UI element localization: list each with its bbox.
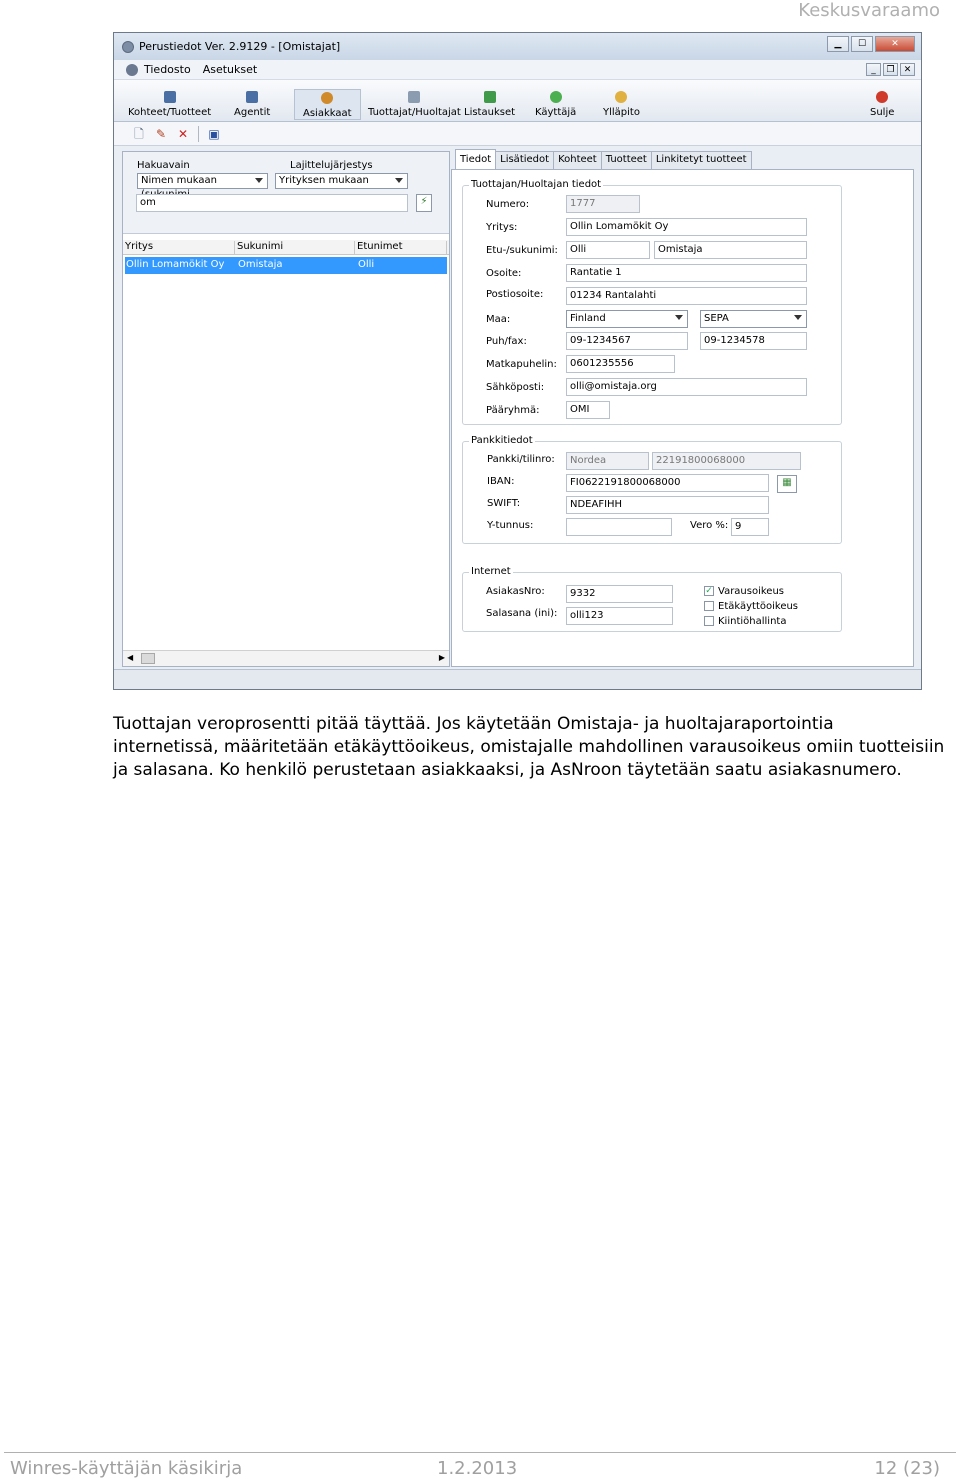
paragraph-line-3: ja salasana. Ko henkilö perustetaan asiakkaaksi, ja AsNroon täytetään saatu asiakasnumero. [113,760,902,780]
maa-select[interactable]: Finland [566,310,688,328]
iban-calc-icon[interactable]: ▦ [777,475,797,493]
search-key-select[interactable]: Nimen mukaan [137,173,268,189]
cell-sukunimi: Omistaja [238,259,283,270]
document-icon [408,91,420,103]
salasana-field[interactable]: olli123 [566,607,673,625]
fax-field[interactable]: 09-1234578 [700,332,807,350]
action-bar [114,122,921,146]
internet-group [462,566,842,632]
menu-tiedosto[interactable]: Tiedosto [144,63,191,76]
toolbar-tuottajat[interactable]: Tuottajat/Huoltajat [368,91,461,118]
menu-bar [114,60,921,80]
kiintiohallinta-checkbox[interactable] [704,616,714,626]
vero-field[interactable]: 9 [731,518,769,536]
matkapuhelin-label: Matkapuhelin: [486,359,557,370]
col-sukunimi[interactable]: Sukunimi [237,241,355,254]
mdi-restore-button[interactable]: ❐ [883,63,898,76]
osoite-label: Osoite: [486,268,522,279]
grid-header [123,240,449,255]
window-controls [825,36,915,52]
varausoikeus-label: Varausoikeus [718,586,785,597]
detail-pane [451,169,914,667]
sort-order-label: Lajittelujärjestys [290,160,373,171]
toolbar-yllapito[interactable]: Ylläpito [603,91,640,118]
toolbar-kohteet[interactable]: Kohteet/Tuotteet [128,91,211,118]
edit-icon[interactable]: ✎ [155,126,167,141]
col-etunimet[interactable]: Etunimet [357,241,447,254]
maa-label: Maa: [486,314,511,325]
footer-title: Winres-käyttäjän käsikirja [10,1458,243,1479]
postiosoite-label: Postiosoite: [486,289,544,300]
bank-group [462,435,842,544]
tab-linkitetyt[interactable]: Linkitetyt tuotteet [651,151,752,169]
yritys-label: Yritys: [486,222,518,233]
toolbar-listaukset[interactable]: Listaukset [464,91,515,118]
numero-field[interactable]: 1777 [566,195,640,213]
tab-lisatiedot[interactable]: Lisätiedot [495,151,554,169]
paragraph-line-1: Tuottajan veroprosentti pitää täyttää. Jos käytetään Omistaja- ja huoltajaraportointia [113,714,834,734]
search-input[interactable]: om [136,194,408,212]
scroll-left-icon[interactable]: ◀ [127,653,134,662]
pankki-field[interactable]: Nordea [566,452,649,470]
tilinro-field[interactable]: 22191800068000 [652,452,801,470]
menu-asetukset[interactable]: Asetukset [202,63,258,76]
cell-yritys: Ollin Lomamökit Oy [126,259,225,270]
vero-label: Vero %: [690,520,729,531]
exit-icon [876,91,888,103]
ytunnus-label: Y-tunnus: [487,520,534,531]
chevron-down-icon [794,315,802,320]
iban-field[interactable]: FI0622191800068000 [566,474,769,492]
mdi-controls [864,63,915,76]
chevron-down-icon [255,178,263,183]
puh-label: Puh/fax: [486,336,527,347]
doc-header: Keskusvaraamo [798,0,940,21]
ytunnus-field[interactable] [566,518,672,536]
scroll-right-icon[interactable]: ▶ [438,653,445,662]
owner-group [462,179,842,425]
app-icon [122,41,134,53]
salasana-label: Salasana (ini): [486,608,558,619]
yritys-field[interactable]: Ollin Lomamökit Oy [566,218,807,236]
maintenance-icon [615,91,627,103]
col-yritys[interactable]: Yritys [125,241,235,254]
search-key-label: Hakuavain [137,160,190,171]
numero-label: Numero: [486,199,530,210]
detail-tabs [455,151,751,169]
sort-order-select[interactable]: Yrityksen mukaan [275,173,408,189]
chevron-down-icon [395,178,403,183]
footer-date: 1.2.2013 [437,1458,518,1479]
new-document-icon[interactable]: 🗋 [134,126,144,141]
horizontal-scrollbar[interactable] [123,650,449,666]
list-icon [246,91,258,103]
search-box [123,152,449,234]
chevron-down-icon [675,315,683,320]
email-field[interactable]: olli@omistaja.org [566,378,807,396]
table-row[interactable] [125,257,447,274]
kiintiohallinta-label: Kiintiöhallinta [718,616,787,627]
sukunimi-field[interactable]: Omistaja [654,241,807,259]
app-window [113,32,922,690]
owner-group-title: Tuottajan/Huoltajan tiedot [471,179,602,190]
title-bar[interactable] [114,33,921,60]
mdi-close-button[interactable]: ✕ [900,63,915,76]
swift-label: SWIFT: [487,498,521,509]
minimize-button[interactable]: ▁ [827,36,849,52]
tab-tuotteet[interactable]: Tuotteet [601,151,652,169]
status-bar [114,669,921,689]
tab-tiedot[interactable]: Tiedot [455,149,496,169]
postiosoite-field[interactable]: 01234 Rantalahti [566,287,807,305]
instruction-paragraph [113,713,943,782]
swift-field[interactable]: NDEAFIHH [566,496,769,514]
separator [198,126,199,142]
gear-icon [126,64,138,76]
window-title: Perustiedot Ver. 2.9129 - [Omistajat] [139,40,341,53]
tab-kohteet[interactable]: Kohteet [553,151,602,169]
paragraph-line-2: internetissä, määritetään etäkäyttöoikeus, omistajalle mahdollinen varausoikeus omiin tuotteisiin [113,737,945,757]
osoite-field[interactable]: Rantatie 1 [566,264,807,282]
etunimi-field[interactable]: Olli [566,241,650,259]
sepa-select[interactable]: SEPA [700,310,807,328]
asiakasnro-field[interactable]: 9332 [566,585,673,603]
varausoikeus-checkbox[interactable]: ✓ [705,586,713,596]
toolbar-agentit[interactable]: Agentit [234,91,270,118]
list-icon [164,91,176,103]
pankki-label: Pankki/tilinro: [487,454,555,465]
toolbar-asiakkaat[interactable]: Asiakkaat [294,89,361,120]
search-refresh-icon[interactable]: ⚡ [416,194,432,212]
users-icon [321,92,333,104]
paaryhma-label: Pääryhmä: [486,405,540,416]
user-icon [550,91,562,103]
save-icon[interactable]: ▣ [208,126,220,141]
matkapuhelin-field[interactable]: 0601235556 [566,355,675,373]
puhelin-field[interactable]: 09-1234567 [566,332,688,350]
toolbar-kayttaja[interactable]: Käyttäjä [535,91,576,118]
search-pane [122,151,450,667]
paaryhma-field[interactable]: OMI [566,401,610,419]
asiakasnro-label: AsiakasNro: [486,586,545,597]
maximize-button[interactable]: ☐ [851,36,873,52]
footer-divider [4,1452,956,1453]
main-toolbar [114,80,921,122]
email-label: Sähköposti: [486,382,545,393]
close-button[interactable]: ✕ [875,36,915,52]
etakayttooikeus-checkbox[interactable] [704,601,714,611]
mdi-minimize-button[interactable]: _ [866,63,881,76]
scrollbar-thumb[interactable] [141,653,155,664]
delete-icon[interactable]: ✕ [177,126,189,141]
toolbar-sulje[interactable]: Sulje [870,91,894,118]
etakayttooikeus-label: Etäkäyttöoikeus [718,601,799,612]
bank-group-title: Pankkitiedot [471,435,533,446]
internet-group-title: Internet [471,566,511,577]
report-icon [484,91,496,103]
iban-label: IBAN: [487,476,515,487]
nimi-label: Etu-/sukunimi: [486,245,558,256]
footer-page-number: 12 (23) [874,1458,940,1479]
cell-etunimet: Olli [358,259,375,270]
